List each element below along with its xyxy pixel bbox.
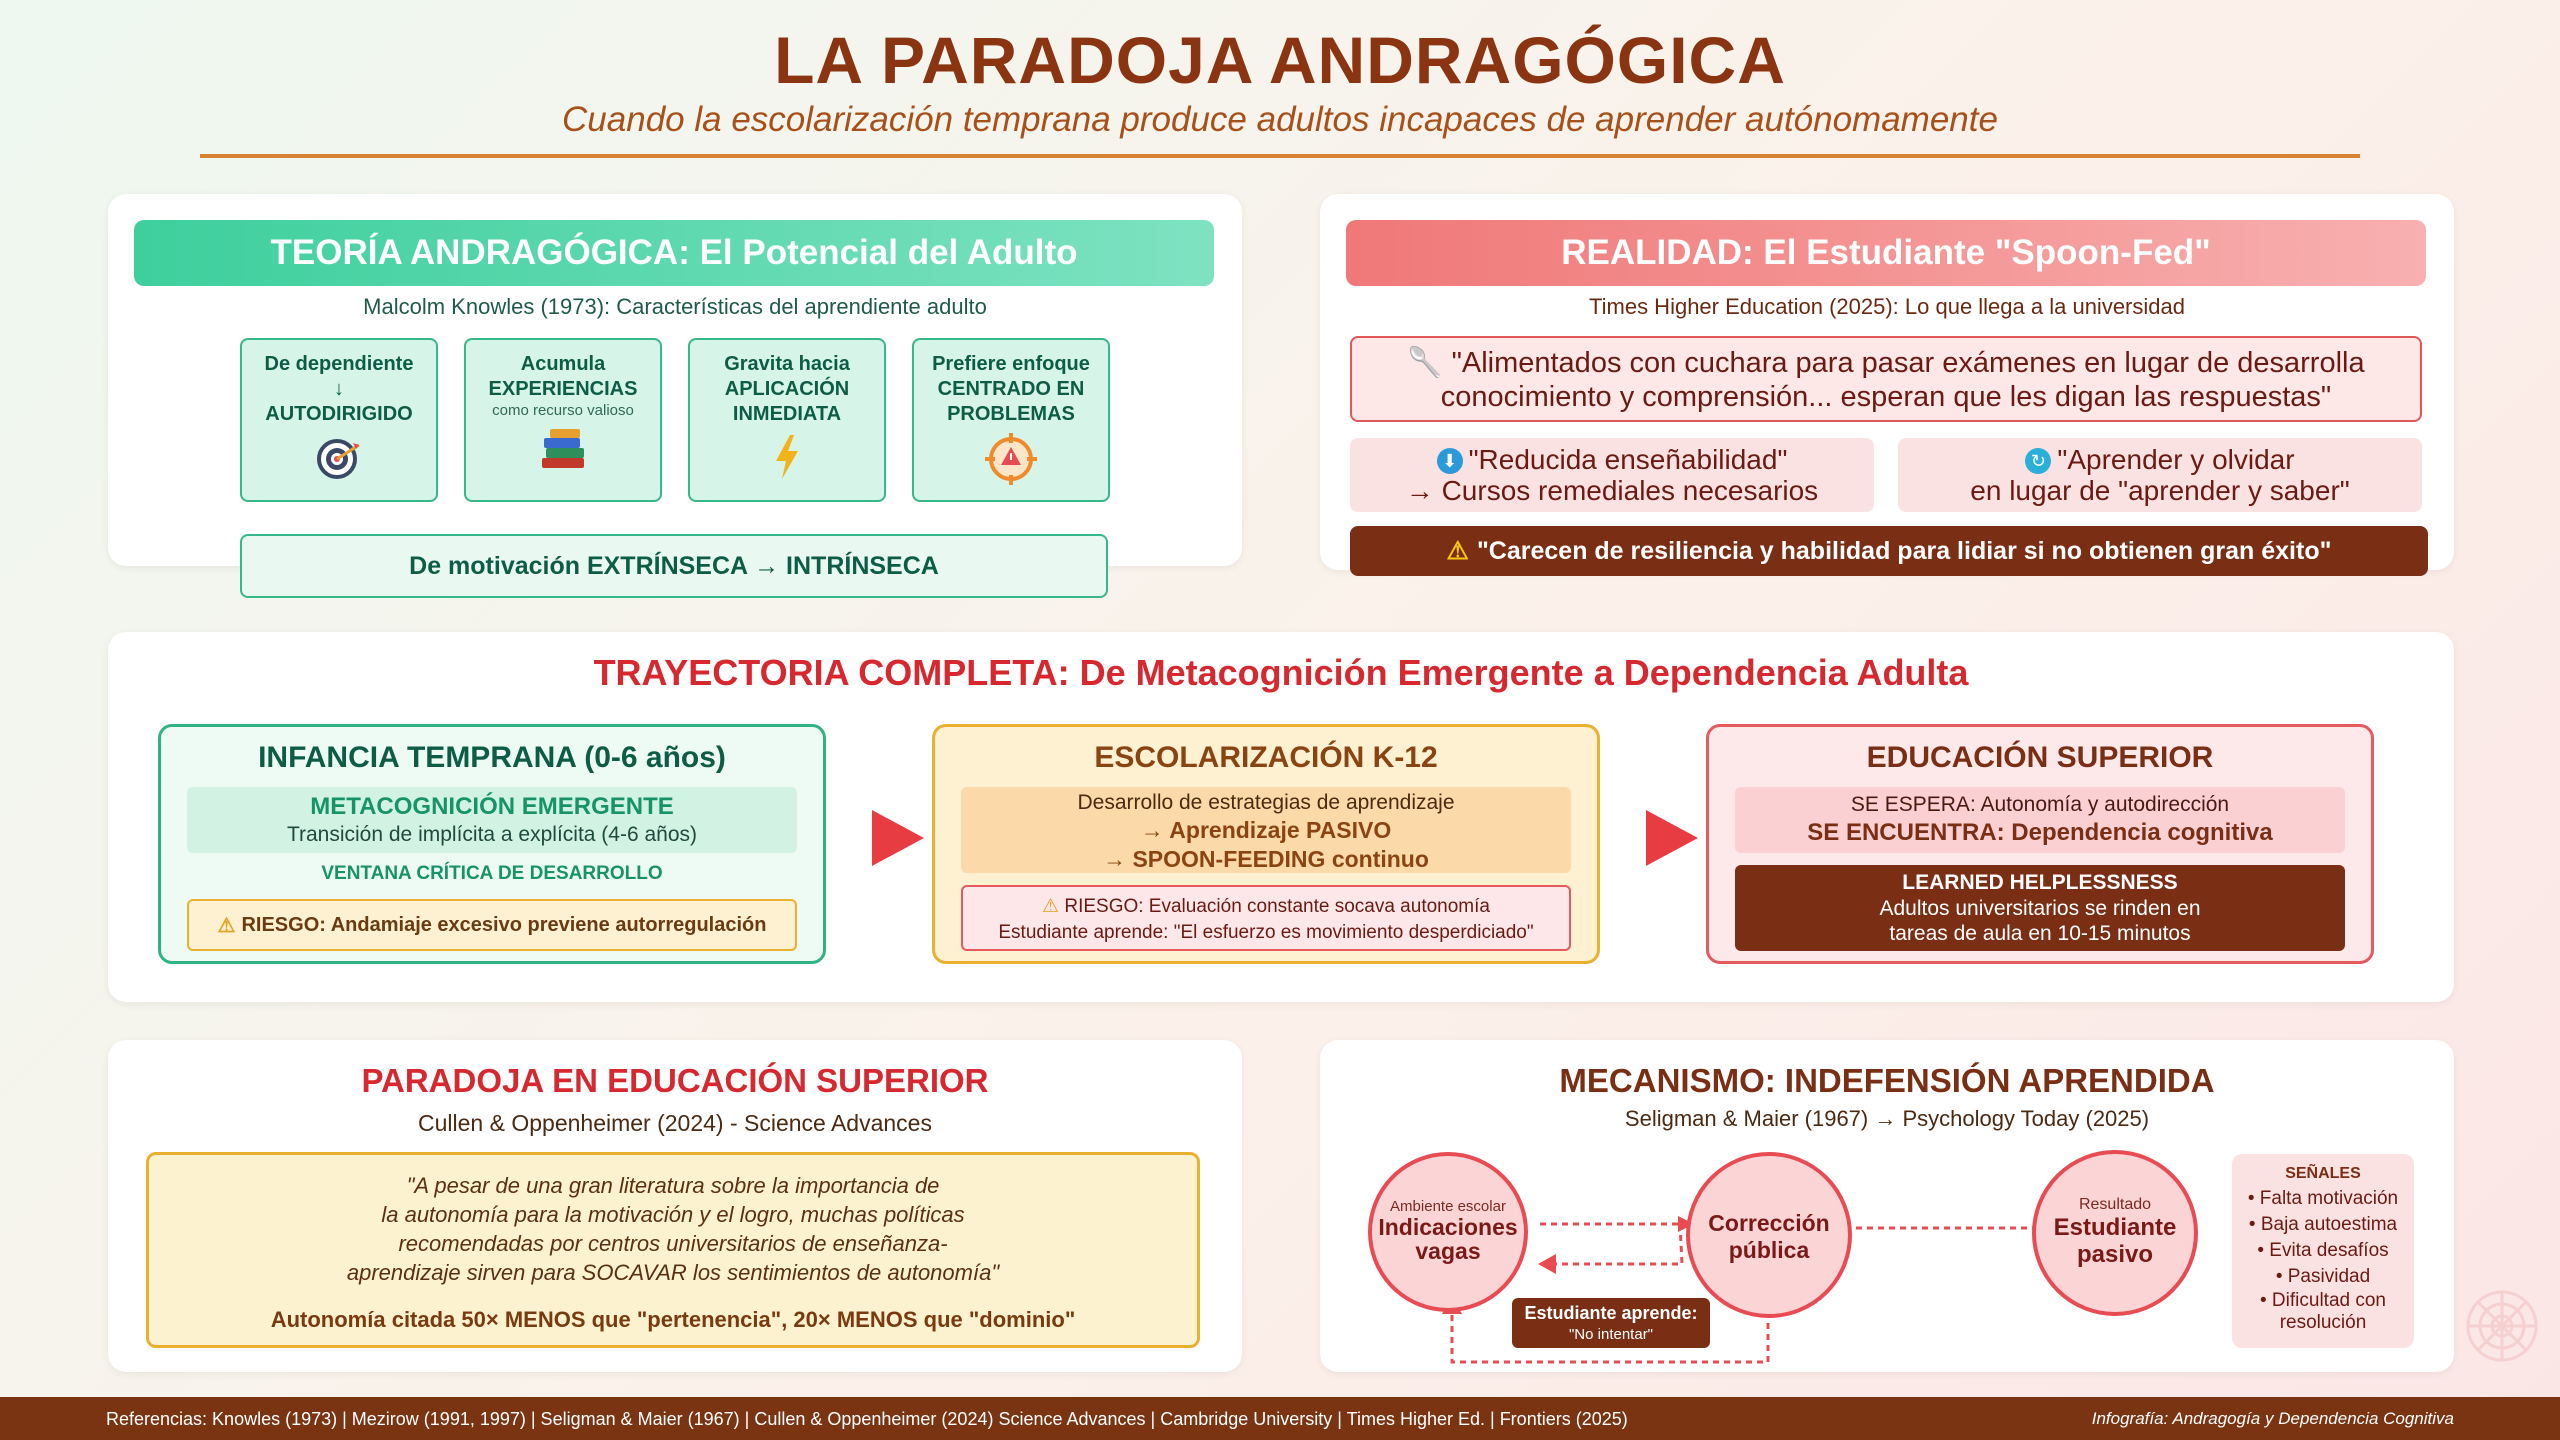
signal-item: • Falta motivación [2247,1188,2399,1209]
strategies-box [961,787,1571,873]
warning-icon: ⚠ [217,914,236,937]
quote-line: aprendizaje sirven para SOCAVAR los sentimientos de autonomía" [346,1260,1000,1285]
node-vague-instructions [1368,1152,1528,1312]
box-line: → Cursos remediales necesarios [1405,475,1819,506]
card-problems [912,338,1110,502]
node-line: pasivo [2076,1241,2154,1268]
stage-title: ESCOLARIZACIÓN K-12 [1094,741,1438,774]
learned-helplessness-box [1735,865,2345,951]
signal-item: • Dificultad con [2260,1290,2386,1311]
expect-text: SE ESPERA: Autonomía y autodirección [1850,793,2230,816]
learns-text: "No intentar" [1568,1326,1654,1343]
signals-box [2232,1154,2414,1348]
node-line: Indicaciones [1378,1214,1518,1240]
card-experiences [464,338,662,502]
mechanism-title: MECANISMO: INDEFENSIÓN APRENDIDA [1559,1062,2215,1099]
page-title: LA PARADOJA ANDRAGÓGICA [774,23,1786,97]
expectation-box [1735,787,2345,853]
warning-icon: ⚠ [1042,896,1060,917]
warning-text: "Carecen de resiliencia y habilidad para lidiar si no obtienen gran éxito" [1476,536,2332,565]
header-divider [200,154,2360,158]
quote-line: "A pesar de una gran literatura sobre la importancia de [406,1173,940,1198]
signal-item: • Pasividad [2275,1266,2371,1287]
learn-forget-box [1898,438,2422,512]
signal-item: • Evita desafíos [2257,1240,2389,1261]
card-line: Acumula [520,353,606,375]
reality-panel [1320,194,2454,570]
mandala-watermark-icon [2462,1286,2542,1366]
paradox-panel [108,1040,1242,1372]
strategies-line: Desarrollo de estrategias de aprendizaje [1077,791,1455,814]
arrow-right-icon [872,810,924,866]
node-small: Ambiente escolar [1390,1198,1506,1215]
trajectory-title: TRAYECTORIA COMPLETA: De Metacognición Emergente a Dependencia Adulta [593,652,1969,693]
box-line: "Reducida enseñabilidad" [1468,444,1788,475]
card-line: Gravita hacia [724,353,850,375]
quote-line: conocimiento y comprensión... esperan que les digan las respuestas" [1440,381,2332,413]
trajectory-panel [108,632,2454,1002]
quote-line: "Alimentados con cuchara para pasar exámenes en lugar de desarrolla [1451,347,2365,379]
card-line: AUTODIRIGIDO [265,403,413,425]
stage-early-childhood [158,724,826,964]
signals-title: SEÑALES [2285,1165,2361,1182]
footer-references: Referencias: Knowles (1973) | Mezirow (1991, 1997) | Seligman & Maier (1967) | Cullen & Oppenheimer (2024) Science Advances | Cambridge University | Times Higher Ed. | Frontiers (2025) [106,1409,1628,1429]
mechanism-source: Seligman & Maier (1967) → Psychology Today (2025) [1624,1106,2150,1131]
risk-text: RIESGO: Andamiaje excesivo previene autorregulación [241,913,767,936]
strategies-line: → Aprendizaje PASIVO [1140,817,1392,843]
card-line: ↓ [334,378,344,400]
warning-icon: ⚠ [1446,537,1469,565]
signal-item: resolución [2279,1312,2367,1333]
node-line: pública [1728,1237,1810,1263]
reality-banner: REALIDAD: El Estudiante "Spoon-Fed" [1346,220,2426,286]
footer [0,1397,2560,1440]
spoon-icon: 🥄 [1407,347,1444,379]
reality-source: Times Higher Education (2025): Lo que llega a la universidad [1589,294,2185,319]
stage-k12 [932,724,1600,964]
paradox-title: PARADOJA EN EDUCACIÓN SUPERIOR [361,1062,989,1099]
node-line: Estudiante [2053,1214,2177,1241]
refresh-icon: ↻ [2025,448,2051,474]
metacognition-box [187,787,797,853]
down-arrow-icon: ⬇ [1437,448,1463,474]
risk-text: RIESGO: Evaluación constante socava autonomía [1064,896,1490,917]
card-self-directed [240,338,438,502]
node-public-correction [1686,1152,1852,1318]
card-line: De dependiente [264,353,414,375]
stage-title: INFANCIA TEMPRANA (0-6 años) [258,741,726,774]
theory-banner: TEORÍA ANDRAGÓGICA: El Potencial del Adulto [134,220,1214,286]
card-line: PROBLEMAS [947,403,1075,425]
node-small: Resultado [2078,1196,2152,1213]
box-line: "Aprender y olvidar [2057,444,2295,475]
spoon-quote [1350,336,2422,422]
found-text: SE ENCUENTRA: Dependencia cognitiva [1807,819,2273,846]
card-application [688,338,886,502]
strategies-line: → SPOON-FEEDING continuo [1103,846,1429,872]
learns-title: Estudiante aprende: [1524,1303,1698,1323]
student-learns-box [1512,1298,1710,1348]
theory-source: Malcolm Knowles (1973): Características del aprendiente adulto [363,294,987,319]
stage-title: EDUCACIÓN SUPERIOR [1866,741,2214,774]
books-icon [466,426,660,482]
critical-window: VENTANA CRÍTICA DE DESARROLLO [321,863,663,884]
node-passive-student [2032,1150,2198,1316]
quote-line: la autonomía para la motivación y el logro, muchas políticas [381,1202,965,1227]
footer-credit: Infografía: Andragogía y Dependencia Cognitiva [2091,1409,2454,1428]
lh-title: LEARNED HELPLESSNESS [1902,871,2178,894]
card-line: CENTRADO EN [937,378,1085,400]
target-icon [242,433,436,491]
quote-line: recomendadas por centros universitarios de enseñanza- [398,1231,948,1256]
lh-line: Adultos universitarios se rinden en [1879,897,2201,920]
signal-item: • Baja autoestima [2248,1214,2398,1235]
resilience-warning [1350,526,2428,576]
node-line: vagas [1415,1238,1481,1264]
motivation-box: De motivación EXTRÍNSECA → INTRÍNSECA [240,534,1108,598]
stage-higher-ed [1706,724,2374,964]
card-line: Prefiere enfoque [932,353,1090,375]
paradox-quote [149,1171,1197,1287]
page-subtitle: Cuando la escolarización temprana produce adultos incapaces de aprender autónomamente [562,100,1998,139]
paradox-quote-box [146,1152,1200,1348]
paradox-source: Cullen & Oppenheimer (2024) - Science Advances [418,1110,932,1136]
card-line: INMEDIATA [732,403,842,425]
node-line: Corrección [1708,1210,1830,1236]
card-note: como recurso valioso [492,402,634,419]
risk-box [961,885,1571,951]
metacognition-title: METACOGNICIÓN EMERGENTE [310,793,674,820]
card-line: APLICACIÓN [724,378,850,400]
risk-text: Estudiante aprende: "El esfuerzo es movimiento desperdiciado" [998,922,1534,943]
lightning-icon [690,433,884,491]
arrow-right-icon [1646,810,1698,866]
box-line: en lugar de "aprender y saber" [1970,475,2350,506]
lh-line: tareas de aula en 10-15 minutos [1889,922,2191,945]
compass-icon [914,433,1108,495]
metacognition-text: Transición de implícita a explícita (4-6 años) [286,823,698,846]
teachability-box [1350,438,1874,512]
theory-panel [108,194,1242,580]
card-line: EXPERIENCIAS [488,378,638,400]
paradox-stat: Autonomía citada 50× MENOS que "pertenencia", 20× MENOS que "dominio" [270,1307,1076,1332]
risk-box [187,899,797,951]
mechanism-panel [1320,1040,2454,1372]
